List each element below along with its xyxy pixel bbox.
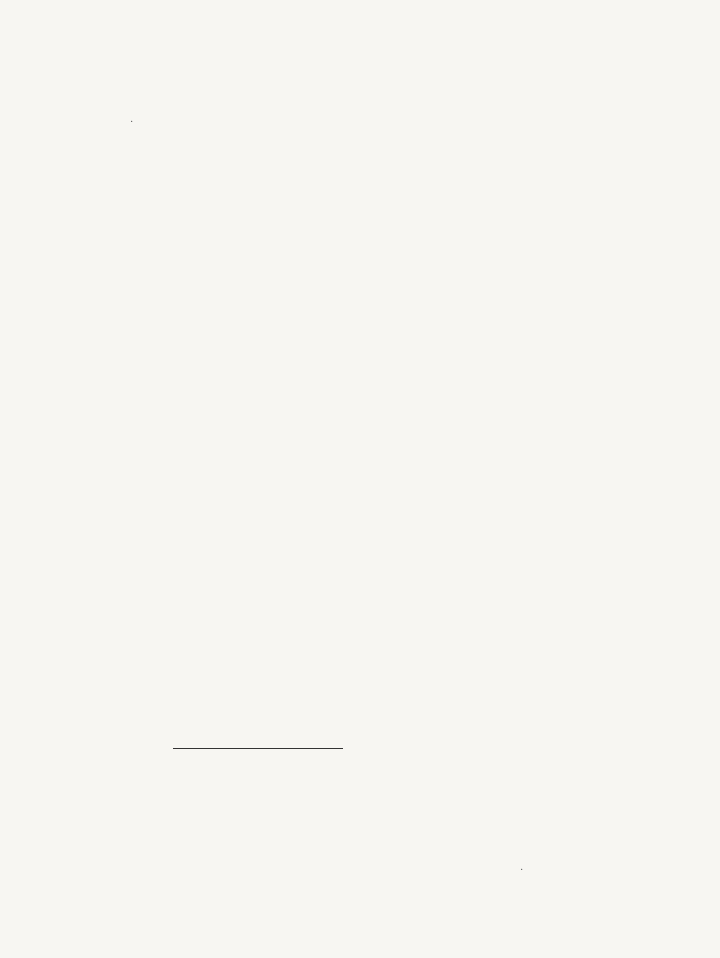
margin-dot: · xyxy=(520,865,524,876)
margin-dot: · xyxy=(130,117,134,128)
footnote-rule xyxy=(173,748,343,749)
